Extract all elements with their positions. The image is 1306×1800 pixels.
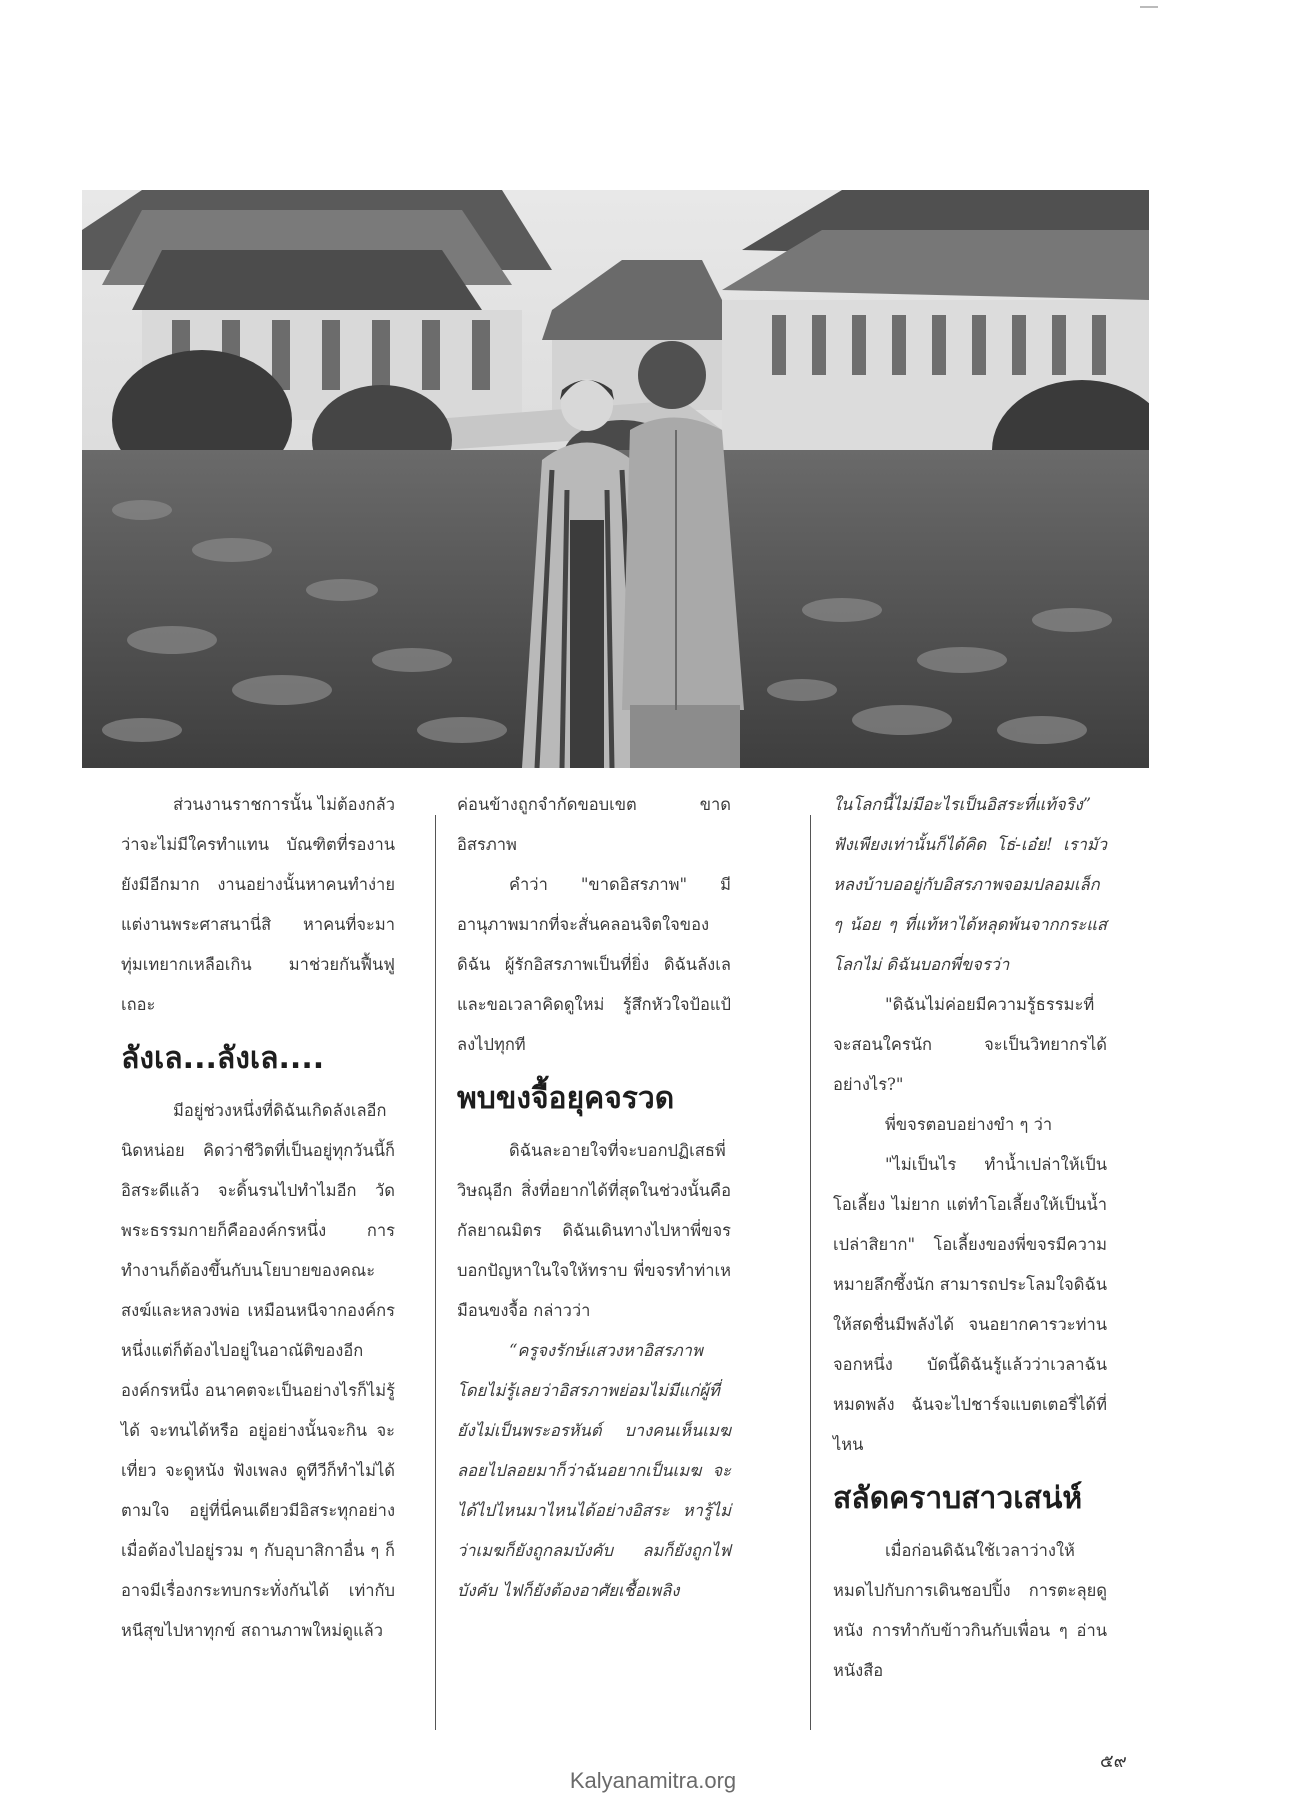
article-column-3 [833, 785, 1107, 1691]
page-number: ๕๙ [1100, 1751, 1127, 1772]
paragraph: พี่ขจรตอบอย่างขำ ๆ ว่า [885, 1115, 1053, 1134]
paragraph: "ไม่เป็นไร ทำน้ำเปล่าให้เป็นโอเลี้ยง ไม่ยาก แต่ทำโอเลี้ยงให้เป็นน้ำเปล่าสิยาก" โอเลี้ยงของพี่ขจรมีความหมายลึกซึ้งนัก สามารถประโลมใจดิฉันให้สดชื่นมีพลังได้ จนอยากคารวะท่านจอกหนึ่ง บัดนี้ดิฉันรู้แล้วว่าเวลาฉันหมดพลัง ฉันจะไปชาร์จแบตเตอรี่ได้ที่ไหน [833, 1155, 1107, 1454]
paragraph: "ดิฉันไม่ค่อยมีความรู้ธรรมะที่จะสอนใครนัก จะเป็นวิทยากรได้อย่างไร?" [833, 995, 1107, 1094]
paragraph: เมื่อก่อนดิฉันใช้เวลาว่างให้หมดไปกับการเดินชอปปิ้ง การตะลุยดูหนัง การทำกับข้าวกินกับเพื่อน ๆ อ่านหนังสือ [833, 1541, 1107, 1680]
corner-mark [1140, 6, 1158, 8]
section-heading: ลังเล...ลังเล.... [121, 1041, 325, 1076]
paragraph: คำว่า "ขาดอิสรภาพ" มีอานุภาพมากที่จะสั่นคลอนจิตใจของดิฉัน ผู้รักอิสรภาพเป็นที่ยิ่ง ดิฉันลังเลและขอเวลาคิดดูใหม่ รู้สึกหัวใจป้อแป้ลงไปทุกที [457, 875, 731, 1054]
article-column-2 [457, 785, 731, 1611]
section-heading: สลัดคราบสาวเสน่ห์ [833, 1481, 1083, 1516]
paragraph: ดิฉันละอายใจที่จะบอกปฏิเสธพี่วิษณุอีก สิ่งที่อยากได้ที่สุดในช่วงนั้นคือกัลยาณมิตร ดิฉันเดินทางไปหาพี่ขจร บอกปัญหาในใจให้ทราบ พี่ขจรทำท่าเหมือนขงจื้อ กล่าวว่า [457, 1141, 731, 1320]
quote-paragraph: “ครูจงรักษ์แสวงหาอิสรภาพโดยไม่รู้เลยว่าอิสรภาพย่อมไม่มีแก่ผู้ที่ยังไม่เป็นพระอรหันต์ บางคนเห็นเมฆลอยไปลอยมาก็ว่าฉันอยากเป็นเมฆ จะได้ไปไหนมาไหนได้อย่างอิสระ หารู้ไม่ว่าเมฆก็ยังถูกลมบังคับ ลมก็ยังถูกไฟบังคับ ไฟก็ยังต้องอาศัยเชื้อเพลิง [457, 1341, 731, 1600]
column-divider [810, 815, 811, 1730]
article-column-1 [121, 785, 395, 1651]
source-watermark: Kalyanamitra.org [569, 1768, 737, 1793]
column-divider [435, 815, 436, 1730]
paragraph: มีอยู่ช่วงหนึ่งที่ดิฉันเกิดลังเลอีกนิดหน่อย คิดว่าชีวิตที่เป็นอยู่ทุกวันนี้ก็อิสระดีแล้ว จะดิ้นรนไปทำไมอีก วัดพระธรรมกายก็คือองค์กรหนึ่ง การทำงานก็ต้องขึ้นกับนโยบายของคณะสงฆ์และหลวงพ่อ เหมือนหนีจากองค์กรหนึ่งแต่ก็ต้องไปอยู่ในอาณัติของอีกองค์กรหนึ่ง อนาคตจะเป็นอย่างไรก็ไม่รู้ได้ จะทนได้หรือ อยู่อย่างนั้นจะกิน จะเที่ยว จะดูหนัง ฟังเพลง ดูทีวีก็ทำไม่ได้ตามใจ อยู่ที่นี่คนเดียวมีอิสระทุกอย่าง เมื่อต้องไปอยู่รวม ๆ กับอุบาสิกาอื่น ๆ ก็อาจมีเรื่องกระทบกระทั่งกันได้ เท่ากับหนีสุขไปหาทุกข์ สถานภาพใหม่ดูแล้ว [121, 1101, 395, 1640]
photo-illustration [82, 190, 1149, 768]
paragraph: ส่วนงานราชการนั้น ไม่ต้องกลัวว่าจะไม่มีใครทำแทน บัณฑิตที่รองานยังมีอีกมาก งานอย่างนั้นหาคนทำง่าย แต่งานพระศาสนานี่สิ หาคนที่จะมาทุ่มเทยากเหลือเกิน มาช่วยกันฟื้นฟูเถอะ [121, 795, 395, 1014]
article-photo [82, 190, 1149, 768]
quote-paragraph: ในโลกนี้ไม่มีอะไรเป็นอิสระที่แท้จริง” ฟังเพียงเท่านั้นก็ได้คิด โธ่-เอ๋ย! เรามัวหลงบ้าบออยู่กับอิสรภาพจอมปลอมเล็ก ๆ น้อย ๆ ที่แท้หาได้หลุดพ้นจากกระแสโลกไม่ ดิฉันบอกพี่ขจรว่า [833, 795, 1107, 974]
paragraph: ค่อนข้างถูกจำกัดขอบเขต ขาดอิสรภาพ [457, 795, 731, 854]
section-heading: พบขงจื้อยุคจรวด [457, 1081, 675, 1116]
